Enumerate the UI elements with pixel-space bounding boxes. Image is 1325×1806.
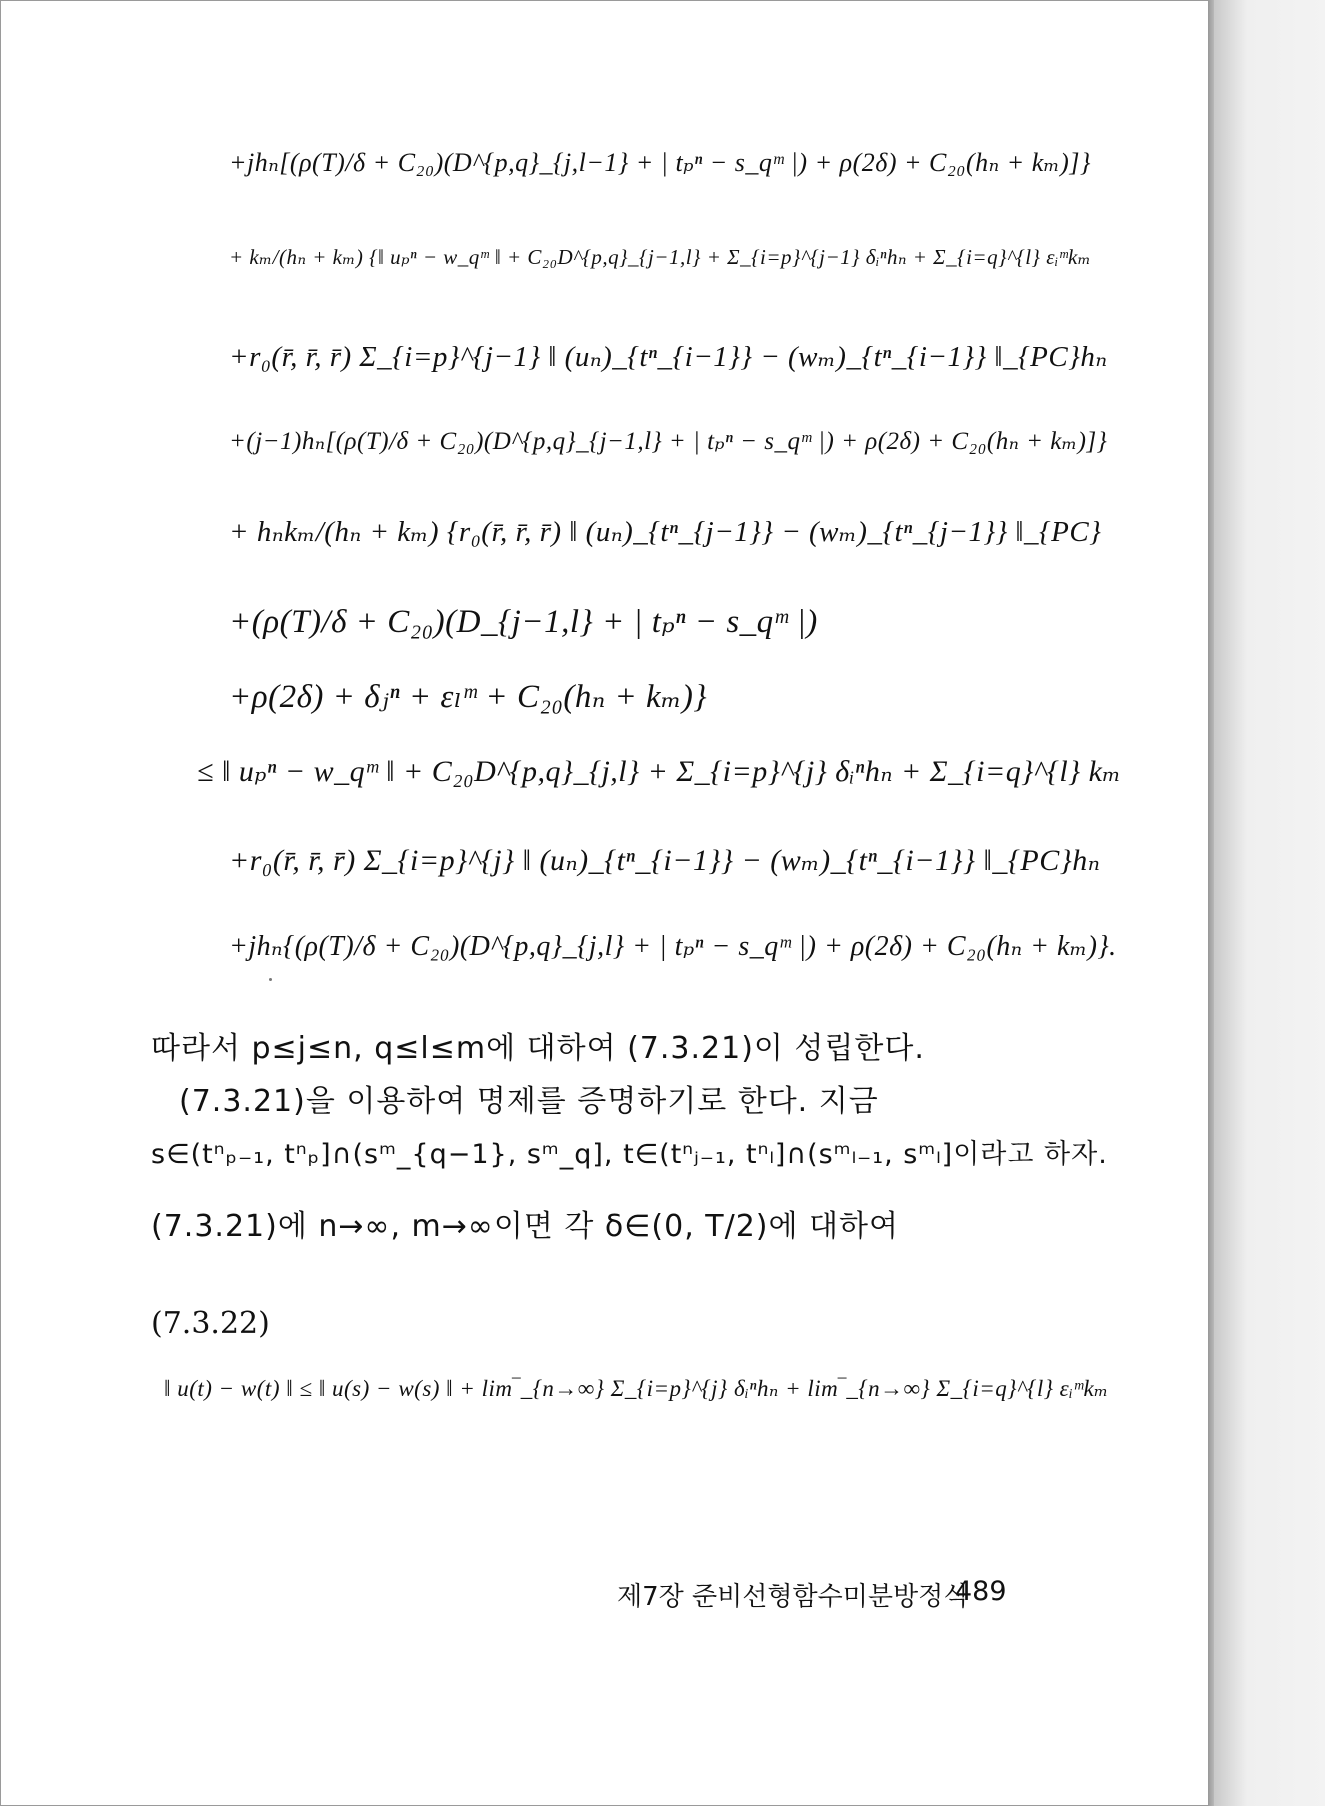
final-equation: ‖ u(t) − w(t) ‖ ≤ ‖ u(s) − w(s) ‖ + lim‾_{n→∞} Σ_{i=p}^{j} δᵢⁿhₙ + lim‾_{n→∞} Σ_{i=q}^{l} εᵢᵐkₘ [164, 1376, 1109, 1401]
equation-line-5: + hₙkₘ/(hₙ + kₘ) {r₀(r̄, r̄, r̄) ‖ (uₙ)_{tⁿ_{j−1}} − (wₘ)_{tⁿ_{j−1}} ‖_{PC} [229, 516, 1102, 548]
equation-line-10: +jhₙ{(ρ(T)/δ + C₂₀)(D^{p,q}_{j,l} + | tₚⁿ − s_qᵐ |) + ρ(2δ) + C₂₀(hₙ + kₘ)}. [229, 931, 1117, 962]
prose-line-2: (7.3.21)을 이용하여 명제를 증명하기로 한다. 지금 [179, 1084, 879, 1119]
prose-line-3: s∈(tⁿₚ₋₁, tⁿₚ]∩(sᵐ_{q−1}, sᵐ_q], t∈(tⁿⱼ₋₁, tⁿₗ]∩(sᵐₗ₋₁, sᵐₗ]이라고 하자. [151, 1139, 1108, 1170]
equation-line-3: +r₀(r̄, r̄, r̄) Σ_{i=p}^{j−1} ‖ (uₙ)_{tⁿ_{i−1}} − (wₘ)_{tⁿ_{i−1}} ‖_{PC}hₙ [229, 341, 1108, 373]
equation-line-7: +ρ(2δ) + δⱼⁿ + εₗᵐ + C₂₀(hₙ + kₘ)} [229, 679, 708, 715]
equation-line-1: +jhₙ[(ρ(T)/δ + C₂₀)(D^{p,q}_{j,l−1} + | tₚⁿ − s_qᵐ |) + ρ(2δ) + C₂₀(hₙ + kₘ)]} [229, 148, 1091, 177]
equation-line-2: + kₘ/(hₙ + kₘ) {‖ uₚⁿ − w_qᵐ ‖ + C₂₀D^{p,q}_{j−1,l} + Σ_{i=p}^{j−1} δᵢⁿhₙ + Σ_{i=q}^{l} εᵢᵐkₘ [229, 245, 1092, 269]
equation-line-6: +(ρ(T)/δ + C₂₀)(D_{j−1,l} + | tₚⁿ − s_qᵐ |) [229, 604, 818, 640]
running-head: 제7장 준비선형함수미분방정식 [617, 1582, 969, 1612]
scan-speck [269, 978, 272, 981]
equation-line-4: +(j−1)hₙ[(ρ(T)/δ + C₂₀)(D^{p,q}_{j−1,l} + | tₚⁿ − s_qᵐ |) + ρ(2δ) + C₂₀(hₙ + kₘ)]} [229, 428, 1108, 455]
page-shadow [1214, 0, 1325, 1806]
page-number: 489 [955, 1576, 1007, 1607]
equation-label: (7.3.22) [151, 1306, 270, 1341]
equation-line-9: +r₀(r̄, r̄, r̄) Σ_{i=p}^{j} ‖ (uₙ)_{tⁿ_{i−1}} − (wₘ)_{tⁿ_{i−1}} ‖_{PC}hₙ [229, 844, 1101, 877]
prose-line-1: 따라서 p≤j≤n, q≤l≤m에 대하여 (7.3.21)이 성립한다. [151, 1031, 925, 1066]
prose-line-4: (7.3.21)에 n→∞, m→∞이면 각 δ∈(0, T/2)에 대하여 [151, 1209, 899, 1244]
equation-line-8: ≤ ‖ uₚⁿ − w_qᵐ ‖ + C₂₀D^{p,q}_{j,l} + Σ_{i=p}^{j} δᵢⁿhₙ + Σ_{i=q}^{l} kₘ [197, 755, 1122, 788]
